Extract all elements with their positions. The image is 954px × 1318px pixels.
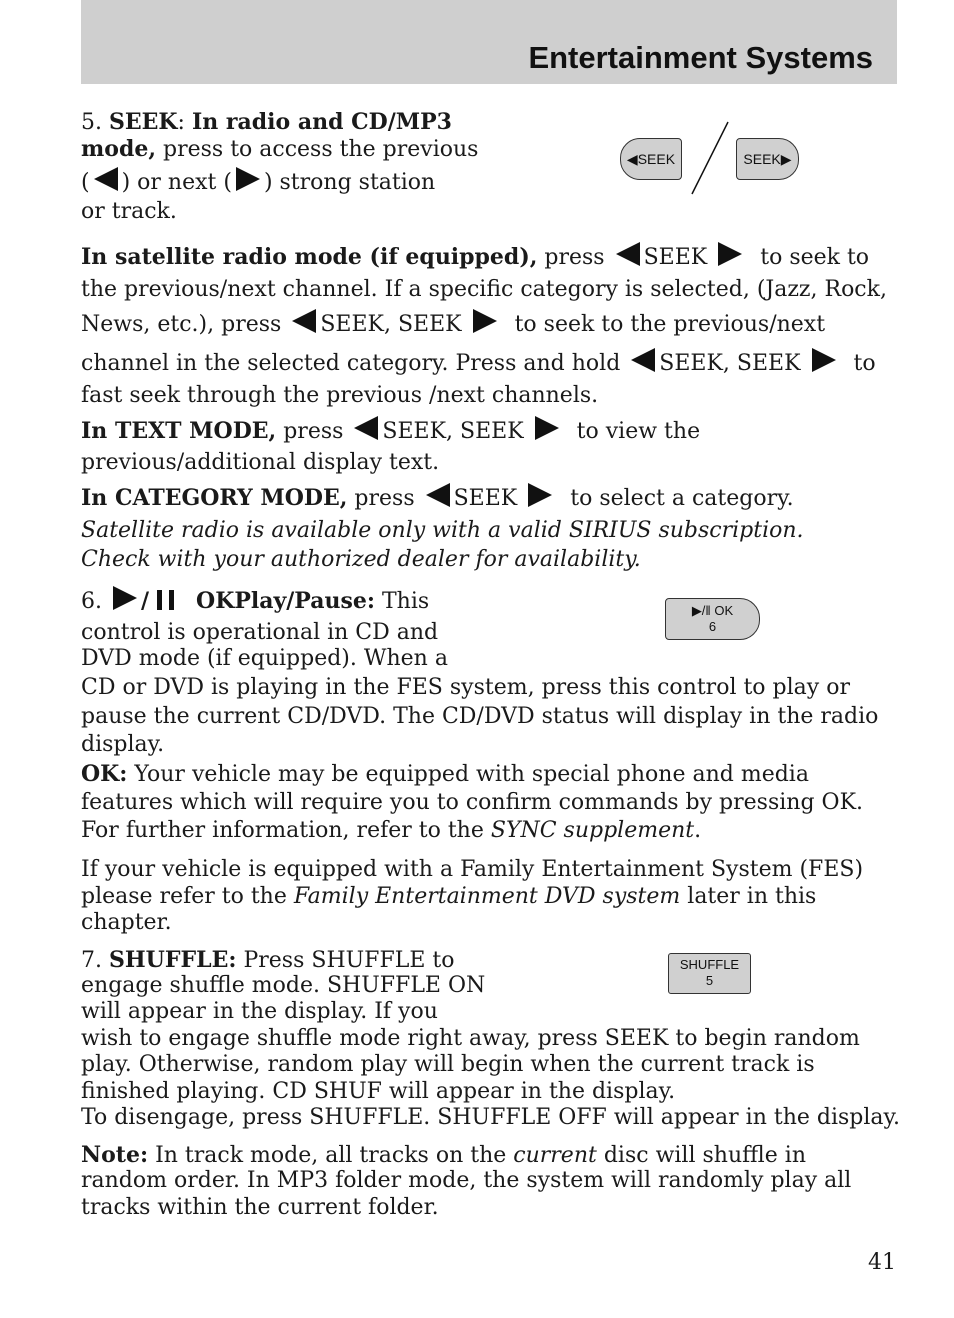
previous-arrow-icon (631, 348, 655, 372)
sat-line-1: In satellite radio mode (if equipped), press SEEK to seek to (81, 244, 870, 270)
seek-label: SEEK (109, 109, 178, 135)
sat-line-5: fast seek through the previous /next channels. (81, 383, 599, 408)
shuffle-line-3: will appear in the display. If you (81, 999, 438, 1024)
sirius-note-line-1: Satellite radio is available only with a valid SIRIUS subscription. (81, 518, 804, 543)
seek-line-3: ( ) or next ( ) strong station (81, 167, 435, 197)
seek-heading-line: 5. SEEK: In radio and CD/MP3 (81, 109, 452, 135)
seek-line-4: or track. (81, 199, 177, 224)
sat-line-4: channel in the selected category. Press and hold SEEK, SEEK to (81, 348, 876, 378)
play-line-3: DVD mode (if equipped). When a (81, 646, 448, 671)
seek-line-2: mode, press to access the previous (81, 136, 479, 162)
shuffle-line-6: finished playing. CD SHUF will appear in the display. (81, 1079, 676, 1104)
shuffle-line-5: play. Otherwise, random play will begin when the current track is (81, 1052, 815, 1077)
play-line-6: display. (81, 732, 165, 757)
previous-arrow-icon (94, 167, 118, 191)
pause-icon (157, 590, 175, 610)
section-title: Entertainment Systems (528, 40, 873, 75)
next-arrow-icon (535, 416, 559, 440)
next-arrow-icon (236, 167, 260, 191)
ok-line-2: features which will require you to confirm commands by pressing OK. (81, 790, 863, 815)
sat-line-3: News, etc.), press SEEK, SEEK to seek to the previous/next (81, 309, 825, 339)
ok-line-3: For further information, refer to the SYNC supplement. (81, 818, 702, 843)
note-line-1: Note: In track mode, all tracks on the current disc will shuffle in (81, 1142, 807, 1168)
play-heading-line: 6. / OKPlay/Pause: This (81, 588, 430, 614)
seek-previous-button[interactable]: ◀SEEK (620, 138, 682, 180)
page-header (81, 0, 897, 84)
shuffle-line-2: engage shuffle mode. SHUFFLE ON (81, 973, 486, 998)
play-line-5: pause the current CD/DVD. The CD/DVD status will display in the radio (81, 704, 879, 729)
ok-line-1: OK: Your vehicle may be equipped with special phone and media (81, 761, 809, 787)
previous-arrow-icon (354, 416, 378, 440)
fes-line-3: chapter. (81, 910, 172, 935)
text-mode-line-2: previous/additional display text. (81, 450, 440, 475)
text-mode-line-1: In TEXT MODE, press SEEK, SEEK to view the (81, 418, 701, 444)
fes-line-2: please refer to the Family Entertainment DVD system later in this (81, 884, 817, 909)
category-mode-line: In CATEGORY MODE, press SEEK to select a category. (81, 485, 794, 511)
divider-slash-icon (688, 120, 732, 196)
note-line-2: random order. In MP3 folder mode, the system will randomly play all (81, 1168, 852, 1193)
shuffle-line-4: wish to engage shuffle mode right away, press SEEK to begin random (81, 1026, 860, 1051)
next-arrow-icon (718, 242, 742, 266)
next-arrow-icon (812, 348, 836, 372)
shuffle-line-7: To disengage, press SHUFFLE. SHUFFLE OFF will appear in the display. (81, 1105, 901, 1130)
note-line-3: tracks within the current folder. (81, 1195, 439, 1220)
sat-line-2: the previous/next channel. If a specific category is selected, (Jazz, Rock, (81, 277, 887, 302)
fes-line-1: If your vehicle is equipped with a Family Entertainment System (FES) (81, 857, 864, 882)
previous-arrow-icon (426, 483, 450, 507)
play-line-2: control is operational in CD and (81, 620, 439, 645)
page-number: 41 (868, 1250, 896, 1275)
play-pause-ok-button[interactable]: ▶/‖ OK 6 (665, 598, 760, 640)
seek-mode: In radio and CD/MP3 (191, 109, 452, 135)
shuffle-button[interactable]: SHUFFLE 5 (668, 953, 751, 994)
previous-arrow-icon (292, 309, 316, 333)
next-arrow-icon (528, 483, 552, 507)
next-arrow-icon (473, 309, 497, 333)
play-icon (113, 586, 137, 610)
sirius-note-line-2: Check with your authorized dealer for availability. (81, 547, 641, 572)
shuffle-label: SHUFFLE: (109, 947, 237, 973)
play-label: OKPlay/Pause: (196, 588, 375, 614)
previous-arrow-icon (616, 242, 640, 266)
shuffle-heading-line: 7. SHUFFLE: Press SHUFFLE to (81, 947, 455, 973)
seek-next-button[interactable]: SEEK▶ (736, 138, 799, 180)
play-line-4: CD or DVD is playing in the FES system, press this control to play or (81, 675, 850, 700)
